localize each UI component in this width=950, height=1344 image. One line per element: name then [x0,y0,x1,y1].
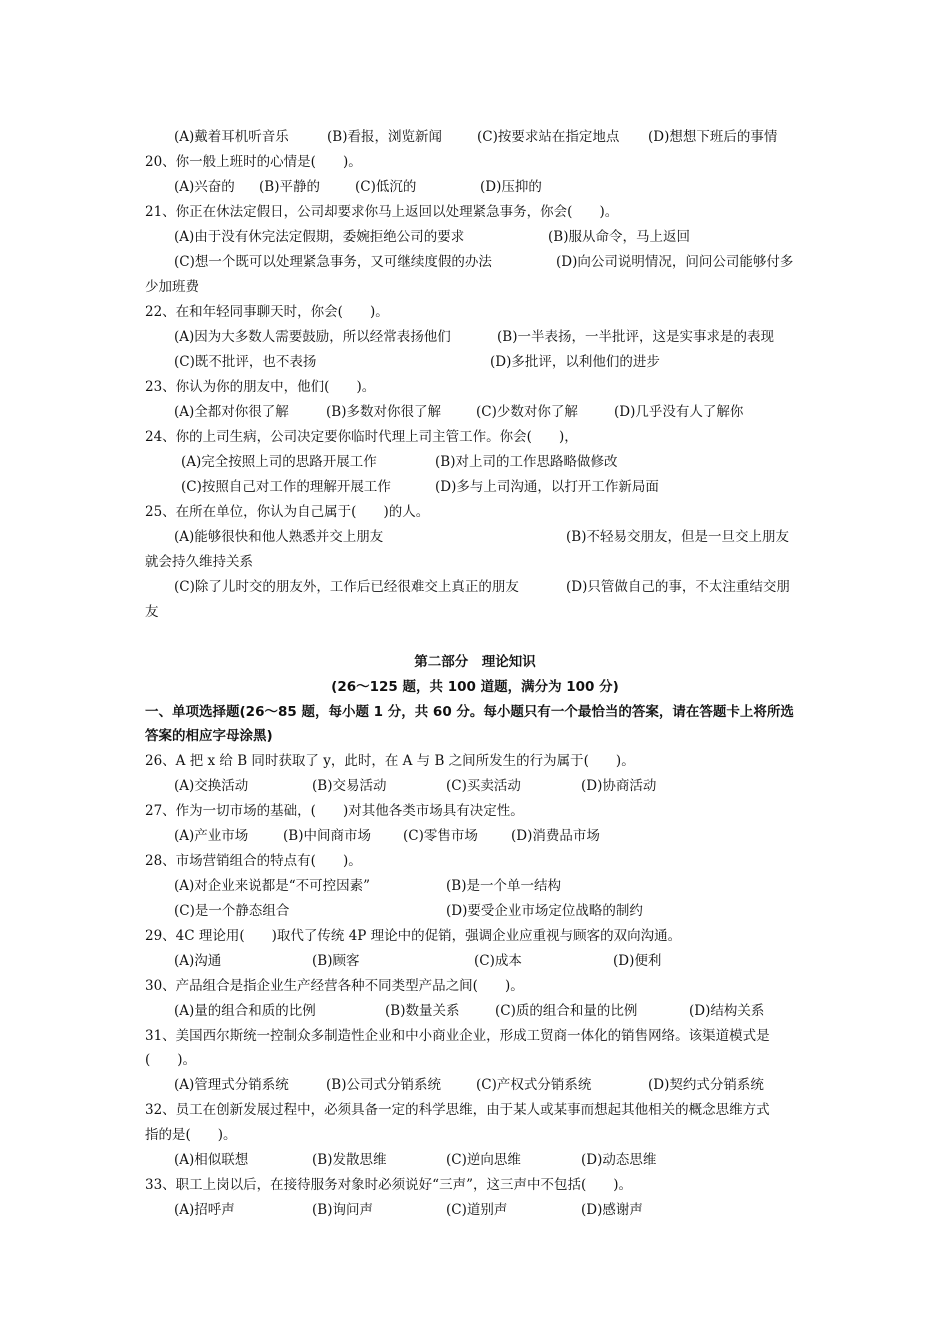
q22-option-c: (C)既不批评，也不表扬 [174,354,317,370]
q22-stem: 22、在和年轻同事聊天时，你会( )。 [145,304,389,320]
q31-option-a: (A)管理式分销系统 [174,1077,289,1093]
q29-option-c: (C)成本 [474,953,522,969]
q20-option-d: (D)压抑的 [480,179,542,195]
q27-option-d: (D)消费品市场 [511,828,600,844]
q33-option-a: (A)招呼声 [174,1202,235,1218]
q26-option-d: (D)协商活动 [581,778,657,794]
q32-option-d: (D)动态思维 [581,1152,657,1168]
q32-option-a: (A)相似联想 [174,1152,249,1168]
q19-option-a: (A)戴着耳机听音乐 [174,129,289,145]
q26-option-c: (C)买卖活动 [446,778,521,794]
section-heading-line2: 答案的相应字母涂黑) [145,728,273,744]
q22-option-b: (B)一半表扬，一半批评，这是实事求是的表现 [497,329,774,345]
q29-stem: 29、4C 理论用( )取代了传统 4P 理论中的促销，强调企业应重视与顾客的双向沟通。 [145,928,682,944]
q26-option-a: (A)交换活动 [174,778,249,794]
q27-option-a: (A)产业市场 [174,828,249,844]
q29-option-b: (B)顾客 [312,953,360,969]
q24-option-c: (C)按照自己对工作的理解开展工作 [181,479,391,495]
q25-option-a: (A)能够很快和他人熟悉并交上朋友 [174,529,384,545]
q30-option-d: (D)结构关系 [689,1003,765,1019]
q31-option-b: (B)公司式分销系统 [326,1077,441,1093]
q32-stem: 32、员工在创新发展过程中，必须具备一定的科学思维，由于某人或某事而想起其他相关的概念思维方式 [145,1102,770,1118]
q20-option-b: (B)平静的 [259,179,320,195]
q29-option-d: (D)便利 [613,953,662,969]
q25-option-b-continued: 就会持久维持关系 [145,554,253,570]
q33-stem: 33、职工上岗以后，在接待服务对象时必须说好“三声”，这三声中不包括( )。 [145,1177,633,1193]
q28-stem: 28、市场营销组合的特点有( )。 [145,853,362,869]
q21-option-a: (A)由于没有休完法定假期，委婉拒绝公司的要求 [174,229,465,245]
q26-option-b: (B)交易活动 [312,778,387,794]
q31-option-c: (C)产权式分销系统 [476,1077,592,1093]
q33-option-c: (C)道别声 [446,1202,508,1218]
q19-option-b: (B)看报，浏览新闻 [327,129,442,145]
q24-option-d: (D)多与上司沟通，以打开工作新局面 [435,479,659,495]
q26-stem: 26、A 把 x 给 B 同时获取了 y，此时，在 A 与 B 之间所发生的行为属于( )。 [145,753,635,769]
q21-stem: 21、你正在休法定假日，公司却要求你马上返回以处理紧急事务，你会( )。 [145,204,619,220]
q23-option-a: (A)全都对你很了解 [174,404,289,420]
q19-option-d: (D)想想下班后的事情 [648,129,778,145]
q22-option-a: (A)因为大多数人需要鼓励，所以经常表扬他们 [174,329,451,345]
q30-option-b: (B)数量关系 [385,1003,460,1019]
q21-option-d: (D)向公司说明情况，问问公司能够付多 [556,254,794,270]
q28-option-c: (C)是一个静态组合 [174,903,290,919]
q30-option-c: (C)质的组合和量的比例 [495,1003,638,1019]
q23-option-d: (D)几乎没有人了解你 [614,404,744,420]
q29-option-a: (A)沟通 [174,953,222,969]
q32-option-c: (C)逆向思维 [446,1152,521,1168]
q25-option-d-continued: 友 [145,604,159,620]
q27-option-b: (B)中间商市场 [283,828,371,844]
q33-option-d: (D)感谢声 [581,1202,643,1218]
q30-stem: 30、产品组合是指企业生产经营各种不同类型产品之间( )。 [145,978,524,994]
q19-option-c: (C)按要求站在指定地点 [477,129,620,145]
section-heading-line1: 一、单项选择题(26～85 题，每小题 1 分，共 60 分。每小题只有一个最恰当的答案，请在答题卡上将所选 [145,704,794,720]
q21-option-c: (C)想一个既可以处理紧急事务，又可继续度假的办法 [174,254,492,270]
q24-option-a: (A)完全按照上司的思路开展工作 [181,454,377,470]
q25-stem: 25、在所在单位，你认为自己属于( )的人。 [145,504,430,520]
q20-option-a: (A)兴奋的 [174,179,235,195]
q22-option-d: (D)多批评，以利他们的进步 [490,354,660,370]
q30-option-a: (A)量的组合和质的比例 [174,1003,316,1019]
q28-option-a: (A)对企业来说都是“不可控因素” [174,878,371,894]
q31-stem-continued: ( )。 [145,1052,197,1068]
q32-option-b: (B)发散思维 [312,1152,387,1168]
q33-option-b: (B)询问声 [312,1202,373,1218]
q28-option-b: (B)是一个单一结构 [446,878,561,894]
q21-option-b: (B)服从命令，马上返回 [548,229,690,245]
q27-option-c: (C)零售市场 [403,828,478,844]
part2-subtitle: (26～125 题，共 100 道题，满分为 100 分) [331,679,619,695]
q24-stem: 24、你的上司生病，公司决定要你临时代理上司主管工作。你会( )， [145,429,578,445]
part2-title: 第二部分 理论知识 [414,654,536,670]
q31-option-d: (D)契约式分销系统 [648,1077,764,1093]
q31-stem: 31、美国西尔斯统一控制众多制造性企业和中小商业企业，形成工贸商一体化的销售网络。该渠道模式是 [145,1028,770,1044]
q23-stem: 23、你认为你的朋友中，他们( )。 [145,379,376,395]
q32-stem-continued: 指的是( )。 [145,1127,237,1143]
q23-option-c: (C)少数对你了解 [476,404,578,420]
q20-stem: 20、你一般上班时的心情是( )。 [145,154,362,170]
q24-option-b: (B)对上司的工作思路略做修改 [435,454,618,470]
q28-option-d: (D)要受企业市场定位战略的制约 [446,903,643,919]
q20-option-c: (C)低沉的 [355,179,417,195]
q27-stem: 27、作为一切市场的基础，( )对其他各类市场具有决定性。 [145,803,524,819]
q23-option-b: (B)多数对你很了解 [326,404,441,420]
q25-option-b: (B)不轻易交朋友，但是一旦交上朋友 [566,529,789,545]
q25-option-d: (D)只管做自己的事，不太注重结交朋 [566,579,790,595]
q21-option-d-continued: 少加班费 [145,279,199,295]
q25-option-c: (C)除了儿时交的朋友外，工作后已经很难交上真正的朋友 [174,579,519,595]
